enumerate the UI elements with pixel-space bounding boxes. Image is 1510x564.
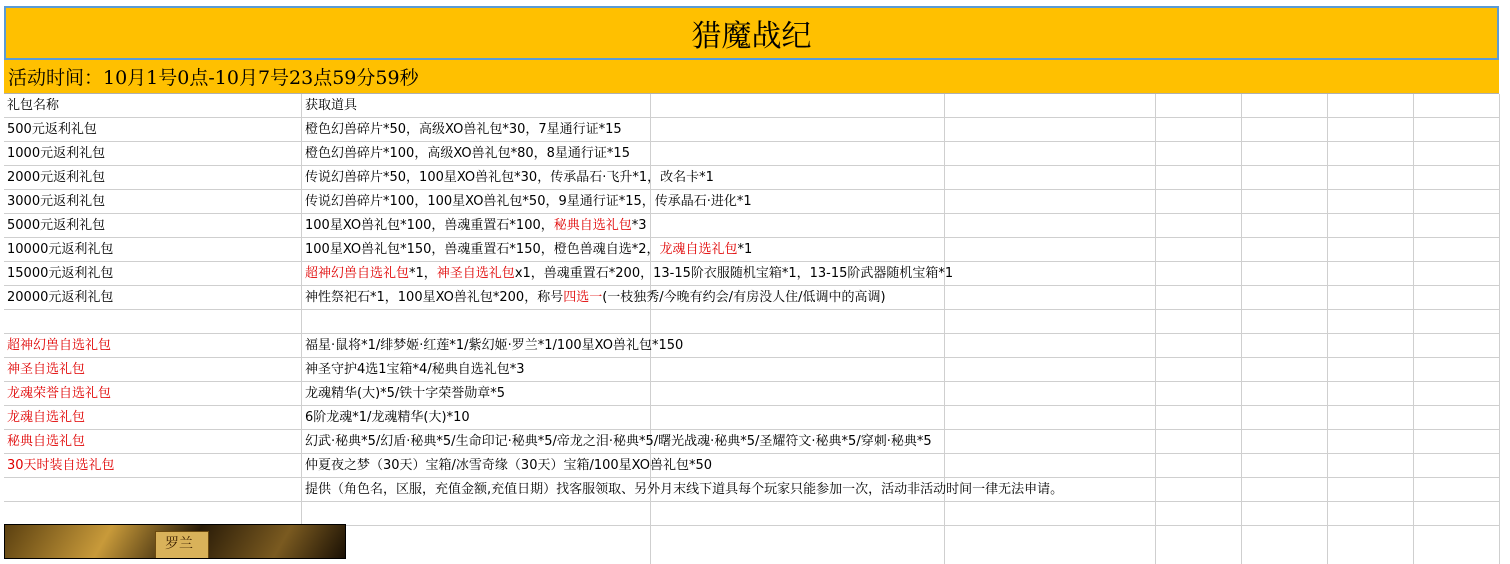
items-cell[interactable] — [302, 430, 1492, 453]
table-row — [4, 118, 1499, 142]
items-cell[interactable] — [302, 286, 1492, 309]
gift-name-cell[interactable]: 超神幻兽自选礼包 — [4, 334, 302, 357]
table-row — [4, 166, 1499, 190]
highlighted-item-text: 龙魂自选礼包 — [659, 242, 738, 257]
title-cell[interactable] — [4, 6, 1499, 60]
item-text: 福星·鼠将*1/绯梦姬·红莲*1/紫幻姬·罗兰*1/100星XO兽礼包*150 — [305, 338, 684, 353]
item-text: 神性祭祀石*1，100星XO兽礼包*200，称号 — [305, 290, 564, 305]
table-row — [4, 262, 1499, 286]
item-text: 橙色幻兽碎片*50，高级XO兽礼包*30，7星通行证*15 — [305, 122, 622, 137]
gift-name-cell[interactable]: 500元返利礼包 — [4, 118, 302, 141]
gift-name-cell[interactable]: 30天时装自选礼包 — [4, 454, 302, 477]
item-text: 100星XO兽礼包*100，兽魂重置石*100， — [305, 218, 554, 233]
items-cell[interactable] — [302, 382, 1492, 405]
item-text: 龙魂精华(大)*5/铁十字荣誉勋章*5 — [305, 386, 506, 401]
gift-name-cell[interactable]: 20000元返利礼包 — [4, 286, 302, 309]
table-row — [4, 334, 1499, 358]
items-cell[interactable] — [302, 142, 1492, 165]
table-row — [4, 142, 1499, 166]
items-cell[interactable] — [302, 190, 1492, 213]
gift-name-cell[interactable]: 龙魂荣誉自选礼包 — [4, 382, 302, 405]
table-row — [4, 214, 1499, 238]
items-cell[interactable] — [302, 478, 1492, 501]
header-items[interactable]: 获取道具 — [305, 98, 358, 113]
table-row — [4, 358, 1499, 382]
highlighted-item-text: 四选一 — [563, 290, 603, 305]
table-row — [4, 430, 1499, 454]
gift-name-cell[interactable]: 15000元返利礼包 — [4, 262, 302, 285]
highlighted-item-text: 秘典自选礼包 — [553, 218, 632, 233]
item-text: (一枝独秀/今晚有约会/有房没人住/低调中的高调) — [602, 290, 886, 305]
item-text: *1 — [737, 242, 753, 257]
item-text: *3 — [631, 218, 647, 233]
table-header-row — [4, 94, 1499, 118]
table-row — [4, 190, 1499, 214]
page-title: 猎魔战纪 — [691, 19, 812, 54]
item-text: 橙色幻兽碎片*100，高级XO兽礼包*80，8星通行证*15 — [305, 146, 630, 161]
items-cell[interactable] — [302, 406, 1492, 429]
table-row — [4, 310, 1499, 334]
gift-name-cell[interactable] — [4, 310, 302, 333]
item-text: 传说幻兽碎片*50，100星XO兽礼包*30，传承晶石·飞升*1，改名卡*1 — [305, 170, 714, 185]
gift-name-cell[interactable]: 1000元返利礼包 — [4, 142, 302, 165]
gift-name-cell[interactable]: 秘典自选礼包 — [4, 430, 302, 453]
table-row — [4, 406, 1499, 430]
gift-name-cell[interactable] — [4, 478, 302, 501]
items-cell[interactable] — [302, 502, 1492, 525]
item-text: 100星XO兽礼包*150，兽魂重置石*150，橙色兽魂自选*2， — [305, 242, 660, 257]
item-text: 神圣守护4选1宝箱*4/秘典自选礼包*3 — [305, 362, 525, 377]
items-cell[interactable] — [302, 454, 1492, 477]
item-text: x1，兽魂重置石*200，13-15阶衣服随机宝箱*1，13-15阶武器随机宝箱*1 — [514, 266, 954, 281]
gift-name-cell[interactable]: 龙魂自选礼包 — [4, 406, 302, 429]
gift-name-cell[interactable]: 10000元返利礼包 — [4, 238, 302, 261]
item-text: 仲夏夜之梦（30天）宝箱/冰雪奇缘（30天）宝箱/100星XO兽礼包*50 — [305, 458, 713, 473]
items-cell[interactable] — [302, 310, 1492, 333]
gift-name-cell[interactable]: 5000元返利礼包 — [4, 214, 302, 237]
items-cell[interactable] — [302, 262, 1492, 285]
table-row — [4, 478, 1499, 502]
items-cell[interactable] — [302, 214, 1492, 237]
activity-time-cell[interactable] — [4, 60, 1499, 94]
highlighted-item-text: 超神幻兽自选礼包 — [305, 266, 410, 281]
highlighted-item-text: 神圣自选礼包 — [436, 266, 515, 281]
item-text: *1， — [409, 266, 437, 281]
gift-name-cell[interactable]: 神圣自选礼包 — [4, 358, 302, 381]
item-text: 幻武·秘典*5/幻盾·秘典*5/生命印记·秘典*5/帝龙之泪·秘典*5/曙光战魂·秘典*5/圣耀符文·秘典*5/穿刺·秘典*5 — [305, 434, 932, 449]
item-text: 传说幻兽碎片*100，100星XO兽礼包*50，9星通行证*15，传承晶石·进化*1 — [305, 194, 752, 209]
header-gift-name[interactable]: 礼包名称 — [4, 94, 302, 117]
game-art-image[interactable] — [4, 524, 346, 559]
table-row — [4, 454, 1499, 478]
items-cell[interactable] — [302, 118, 1492, 141]
items-cell[interactable] — [302, 166, 1492, 189]
gift-name-cell[interactable] — [4, 502, 302, 525]
activity-time-text: 活动时间：10月1号0点-10月7号23点59分59秒 — [8, 67, 419, 89]
item-text: 提供（角色名，区服，充值金额,充值日期）找客服领取、另外月末线下道具每个玩家只能参加一次，活动非活动时间一律无法申请。 — [305, 482, 1064, 497]
items-cell[interactable] — [302, 238, 1492, 261]
item-text: 6阶龙魂*1/龙魂精华(大)*10 — [305, 410, 470, 425]
table-row — [4, 382, 1499, 406]
gift-name-cell[interactable]: 3000元返利礼包 — [4, 190, 302, 213]
table-row — [4, 238, 1499, 262]
table-row — [4, 286, 1499, 310]
gift-name-cell[interactable]: 2000元返利礼包 — [4, 166, 302, 189]
picture-label: 罗兰 — [165, 536, 193, 552]
table-row — [4, 502, 1499, 526]
items-cell[interactable] — [302, 334, 1492, 357]
grid-line — [1499, 94, 1500, 564]
reward-table — [4, 94, 1499, 526]
items-cell[interactable] — [302, 358, 1492, 381]
